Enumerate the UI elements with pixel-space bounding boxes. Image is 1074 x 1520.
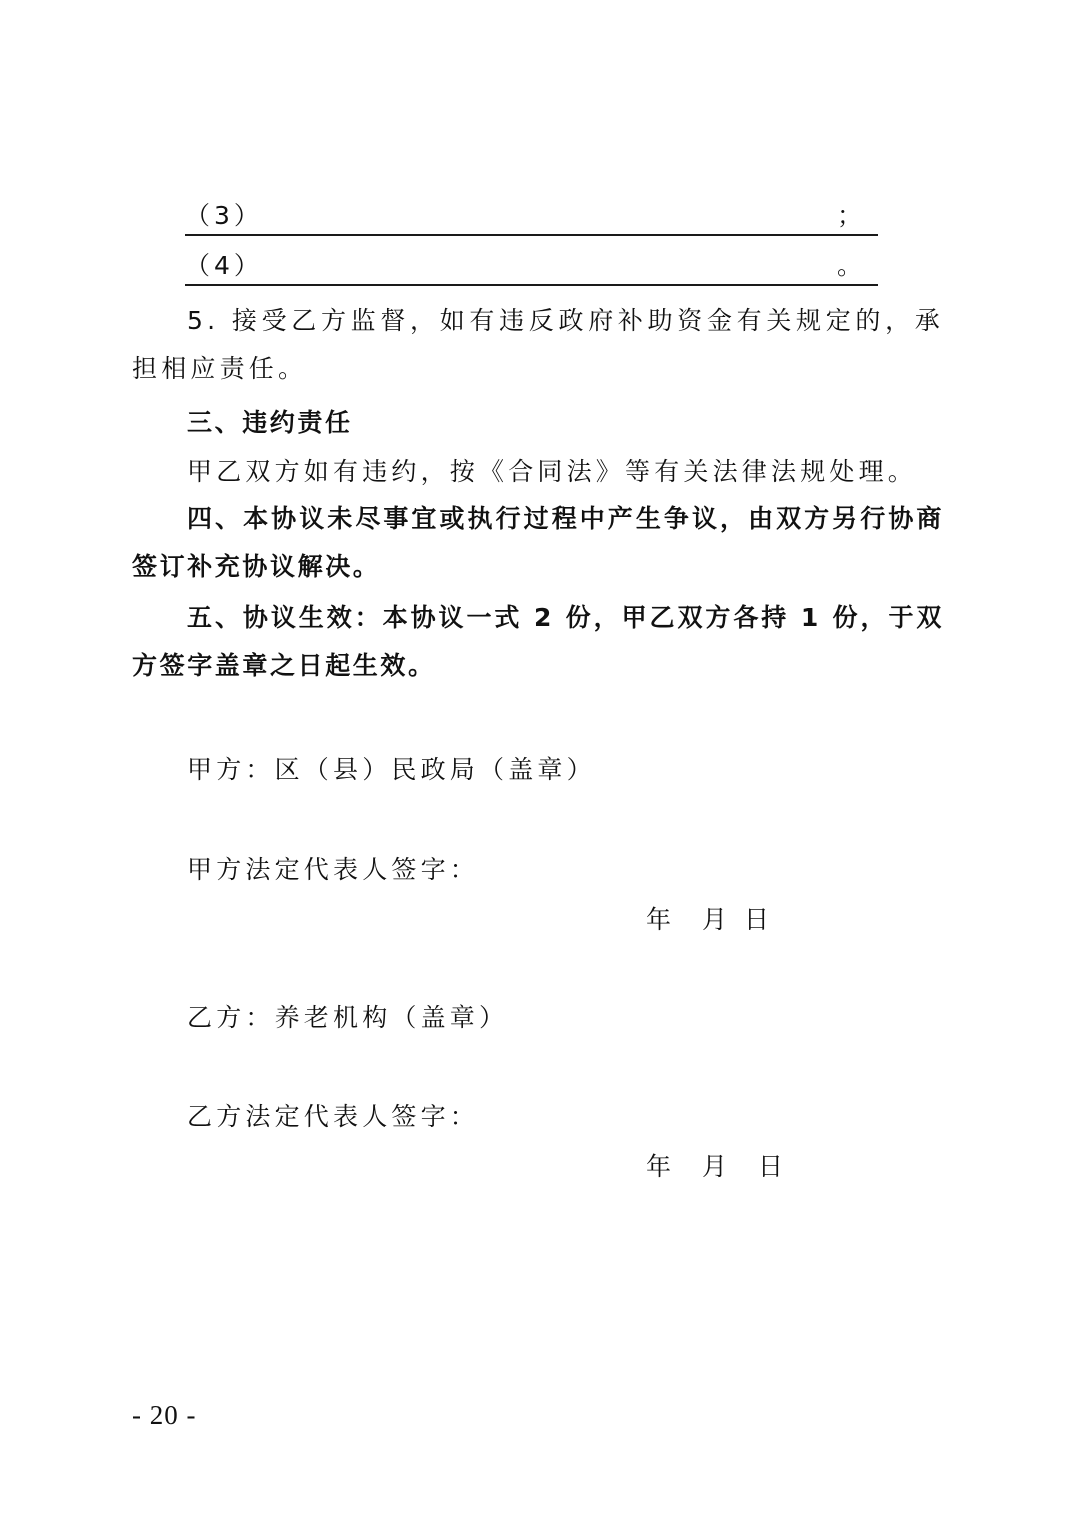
item-4-end: 。	[836, 251, 866, 280]
party-b-date-day: 日	[758, 1152, 784, 1181]
party-b-label: 乙方：养老机构（盖章）	[187, 1003, 509, 1032]
section-4: 四、本协议未尽事宜或执行过程中产生争议，由双方另行协商签订补充协议解决。	[132, 504, 944, 581]
section-5: 五、协议生效：本协议一式 2 份，甲乙双方各持 1 份，于双方签字盖章之日起生效。	[132, 603, 944, 680]
party-a-date-year: 年	[646, 905, 672, 934]
blank-line-item-3	[185, 200, 878, 236]
party-a-date-month: 月	[702, 905, 728, 934]
item-4-label: （4）	[185, 251, 263, 280]
item-3-end: ；	[836, 201, 866, 230]
party-b-rep-signature: 乙方法定代表人签字：	[187, 1102, 480, 1131]
section-3-heading: 三、违约责任	[187, 408, 353, 437]
party-a-date-day: 日	[744, 905, 770, 934]
clause-5: 5. 接受乙方监督，如有违反政府补助资金有关规定的，承担相应责任。	[132, 306, 944, 383]
party-b-date-year: 年	[646, 1152, 672, 1181]
section-3-body: 甲乙双方如有违约，按《合同法》等有关法律法规处理。	[187, 457, 918, 486]
party-a-rep-signature: 甲方法定代表人签字：	[187, 855, 480, 884]
party-a-label: 甲方：区（县）民政局（盖章）	[187, 755, 596, 784]
page-number: - 20 -	[132, 1400, 197, 1430]
item-3-label: （3）	[185, 201, 263, 230]
party-b-date-month: 月	[702, 1152, 728, 1181]
blank-line-item-4	[185, 250, 878, 286]
